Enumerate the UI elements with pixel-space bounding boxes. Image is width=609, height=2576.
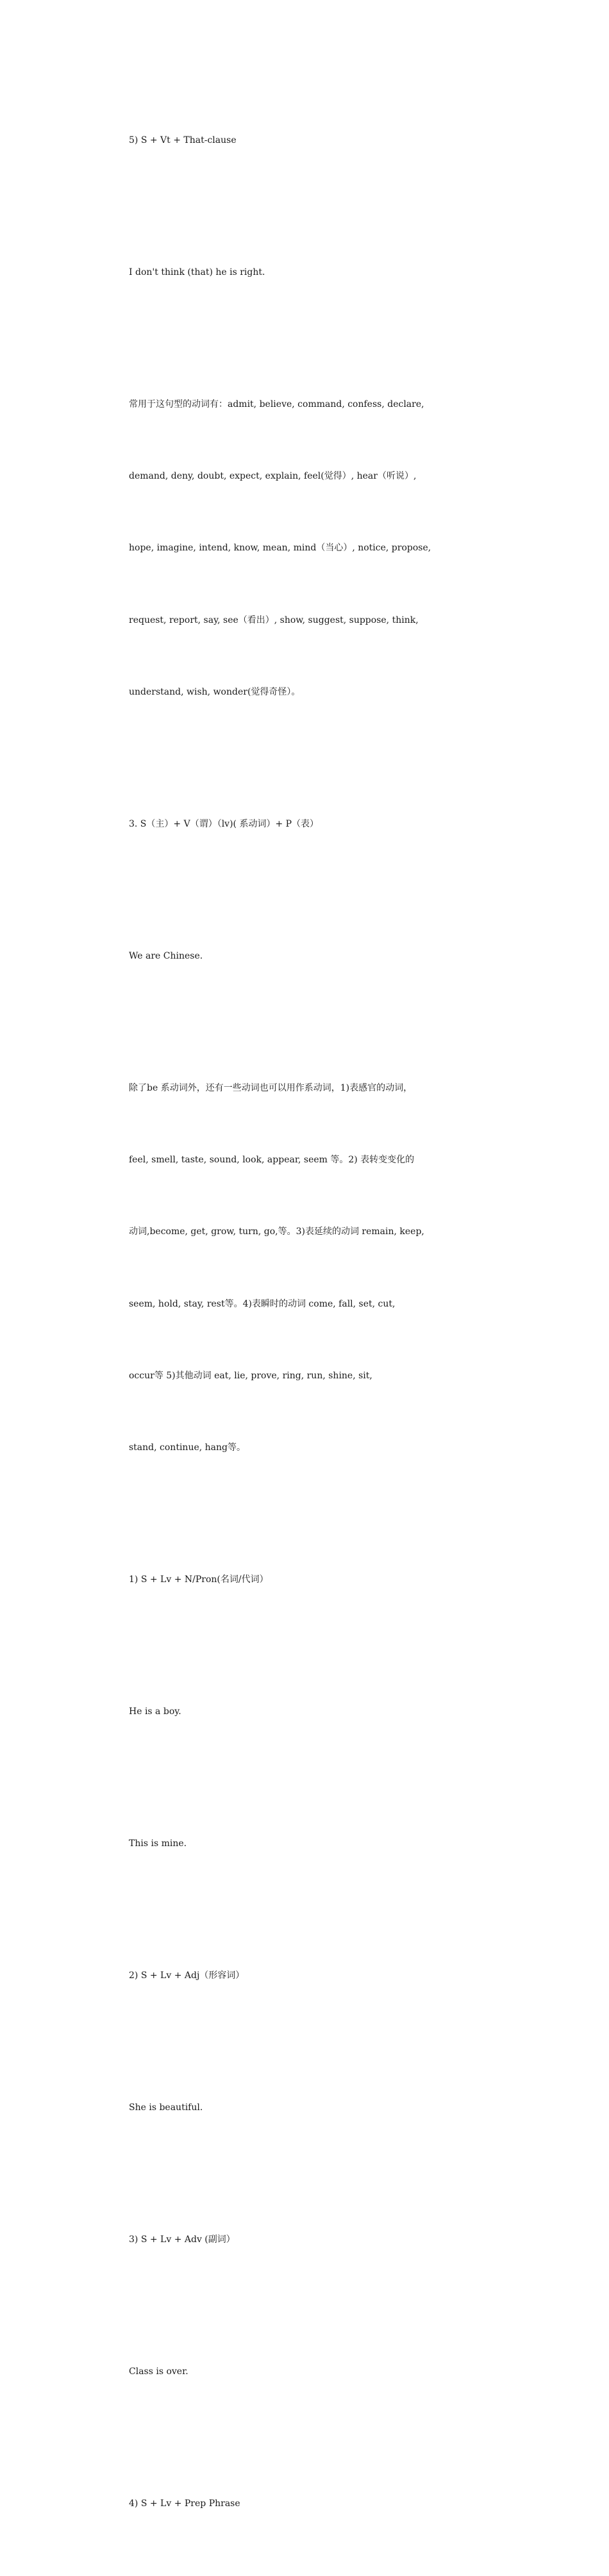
subheading-noun-pronoun — [129, 1520, 488, 1640]
text-line: 3. S（主）+ V（谓）（lv)( 系动词）+ P（表） — [129, 818, 319, 829]
text-line: 2) S + Lv + Adj（形容词） — [129, 1970, 245, 1981]
text-line: stand, continue, hang等。 — [129, 1442, 246, 1453]
subheading-that-clause — [129, 81, 488, 201]
text-line: 动词,become, get, grow, turn, go,等。3)表延续的动词 remain, keep, — [129, 1226, 424, 1237]
text-line: hope, imagine, intend, know, mean, mind（当心）, notice, propose, — [129, 543, 431, 554]
subheading-adjective — [129, 1916, 488, 2036]
text-line: Class is over. — [129, 2366, 188, 2377]
text-line: 常用于这句型的动词有：admit, believe, command, confess, declare, — [129, 399, 424, 409]
example-sentence — [129, 213, 488, 333]
example-sentence — [129, 1652, 488, 1772]
text-line: seem, hold, stay, rest等。4)表瞬时的动词 come, fall, set, cut, — [129, 1298, 396, 1309]
text-line: She is beautiful. — [129, 2102, 203, 2113]
text-line: 除了be 系动词外，还有一些动词也可以用作系动词，1)表感官的动词， — [129, 1082, 413, 1093]
text-line: feel, smell, taste, sound, look, appear, seem 等。2) 表转变变化的 — [129, 1155, 415, 1166]
example-sentence — [129, 896, 488, 1016]
section-heading-svp — [129, 764, 488, 884]
text-line: This is mine. — [129, 1838, 187, 1849]
text-line: 4) S + Lv + Prep Phrase — [129, 2498, 240, 2509]
document-body — [129, 81, 488, 2576]
subheading-prep-phrase — [129, 2444, 488, 2564]
text-line: understand, wish, wonder(觉得奇怪）。 — [129, 686, 301, 697]
text-line: We are Chinese. — [129, 950, 203, 961]
text-line: He is a boy. — [129, 1706, 181, 1717]
text-line: I don't think (that) he is right. — [129, 267, 265, 277]
text-line: request, report, say, see（看出）, show, suggest, suppose, think, — [129, 615, 419, 625]
text-line: occur等 5)其他动词 eat, lie, prove, ring, run, shine, sit, — [129, 1370, 372, 1381]
text-line: 3) S + Lv + Adv (副词） — [129, 2234, 235, 2245]
example-sentence — [129, 1784, 488, 1904]
linking-verbs-paragraph — [129, 1028, 488, 1508]
verb-list-paragraph — [129, 345, 488, 752]
example-sentence — [129, 2048, 488, 2168]
text-line: 5) S + Vt + That-clause — [129, 135, 237, 145]
text-line: demand, deny, doubt, expect, explain, feel(觉得）, hear（听说）, — [129, 471, 417, 482]
text-line: 1) S + Lv + N/Pron(名词/代词） — [129, 1574, 269, 1585]
subheading-adverb — [129, 2180, 488, 2300]
example-sentence — [129, 2312, 488, 2432]
